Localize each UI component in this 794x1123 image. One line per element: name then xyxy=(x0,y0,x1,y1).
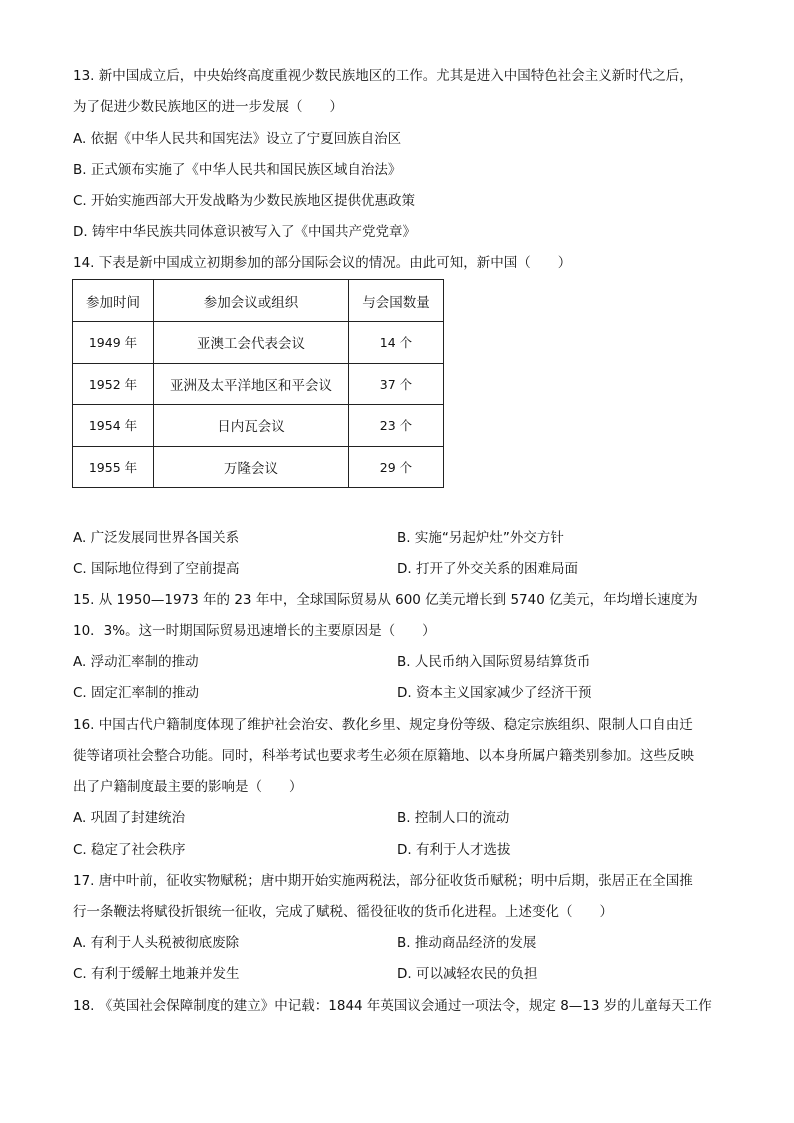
table-row xyxy=(73,322,444,364)
table-row xyxy=(73,405,444,447)
table-cell-year: 1952 年 xyxy=(73,363,154,405)
table-row xyxy=(73,363,444,405)
table-cell-count: 23 个 xyxy=(349,405,444,447)
table-header-row xyxy=(73,280,444,322)
table-cell-year: 1955 年 xyxy=(73,446,154,488)
q17-option-c: C. 有利于缓解土地兼并发生 xyxy=(73,966,240,982)
table-cell-count: 37 个 xyxy=(349,363,444,405)
q14-table xyxy=(72,279,444,488)
q14-option-c: C. 国际地位得到了空前提高 xyxy=(73,561,240,577)
table-header-cell: 与会国数量 xyxy=(349,280,444,322)
q16-option-b: B. 控制人口的流动 xyxy=(397,810,510,826)
q15-option-b: B. 人民币纳入国际贸易结算货币 xyxy=(397,654,591,670)
table-cell-meeting: 日内瓦会议 xyxy=(154,405,349,447)
q16-stem-line-3: 出了户籍制度最主要的影响是（ ） xyxy=(73,779,303,795)
q13-stem-line-2: 为了促进少数民族地区的进一步发展（ ） xyxy=(73,99,343,115)
q17-stem-line-1: 17. 唐中叶前，征收实物赋税；唐中期开始实施两税法，部分征收货币赋税；明中后期，张居正在全国推 xyxy=(73,873,693,889)
q15-option-d: D. 资本主义国家减少了经济干预 xyxy=(397,685,592,701)
q13-option-d: D. 铸牢中华民族共同体意识被写入了《中国共产党党章》 xyxy=(73,224,416,240)
q16-option-c: C. 稳定了社会秩序 xyxy=(73,842,186,858)
table-header-cell: 参加时间 xyxy=(73,280,154,322)
q14-option-d: D. 打开了外交关系的困难局面 xyxy=(397,561,578,577)
q13-option-c: C. 开始实施西部大开发战略为少数民族地区提供优惠政策 xyxy=(73,193,416,209)
q14-option-a: A. 广泛发展同世界各国关系 xyxy=(73,530,240,546)
table-cell-meeting: 亚洲及太平洋地区和平会议 xyxy=(154,363,349,405)
q17-option-b: B. 推动商品经济的发展 xyxy=(397,935,537,951)
table-cell-year: 1954 年 xyxy=(73,405,154,447)
q17-option-d: D. 可以减轻农民的负担 xyxy=(397,966,538,982)
table-cell-count: 29 个 xyxy=(349,446,444,488)
q15-option-a: A. 浮动汇率制的推动 xyxy=(73,654,199,670)
q15-stem-line-1: 15. 从 1950—1973 年的 23 年中，全球国际贸易从 600 亿美元增长到 5740 亿美元，年均增长速度为 xyxy=(73,592,698,608)
q14-option-b: B. 实施“另起炉灶”外交方针 xyxy=(397,530,564,546)
table-cell-year: 1949 年 xyxy=(73,322,154,364)
table-cell-meeting: 亚澳工会代表会议 xyxy=(154,322,349,364)
table-cell-meeting: 万隆会议 xyxy=(154,446,349,488)
q15-stem-line-2: 10．3%。这一时期国际贸易迅速增长的主要原因是（ ） xyxy=(73,623,436,639)
table-header-cell: 参加会议或组织 xyxy=(154,280,349,322)
q16-option-d: D. 有利于人才选拔 xyxy=(397,842,511,858)
q16-stem-line-2: 徙等诸项社会整合功能。同时，科举考试也要求考生必须在原籍地、以本身所属户籍类别参加。这些反映 xyxy=(73,748,694,764)
table-cell-count: 14 个 xyxy=(349,322,444,364)
q16-stem-line-1: 16. 中国古代户籍制度体现了维护社会治安、教化乡里、规定身份等级、稳定宗族组织、限制人口自由迁 xyxy=(73,717,693,733)
q17-option-a: A. 有利于人头税被彻底废除 xyxy=(73,935,240,951)
q13-option-b: B. 正式颁布实施了《中华人民共和国民族区域自治法》 xyxy=(73,162,402,178)
q13-option-a: A. 依据《中华人民共和国宪法》设立了宁夏回族自治区 xyxy=(73,131,402,147)
q16-option-a: A. 巩固了封建统治 xyxy=(73,810,186,826)
q18-stem-line-1: 18. 《英国社会保障制度的建立》中记载：1844 年英国议会通过一项法令，规定 8—13 岁的儿童每天工作 xyxy=(73,998,712,1014)
q17-stem-line-2: 行一条鞭法将赋役折银统一征收，完成了赋税、徭役征收的货币化进程。上述变化（ ） xyxy=(73,904,613,920)
q15-option-c: C. 固定汇率制的推动 xyxy=(73,685,200,701)
q13-stem-line-1: 13. 新中国成立后，中央始终高度重视少数民族地区的工作。尤其是进入中国特色社会主义新时代之后， xyxy=(73,68,693,84)
table-row xyxy=(73,446,444,488)
q14-stem: 14. 下表是新中国成立初期参加的部分国际会议的情况。由此可知，新中国（ ） xyxy=(73,255,572,271)
